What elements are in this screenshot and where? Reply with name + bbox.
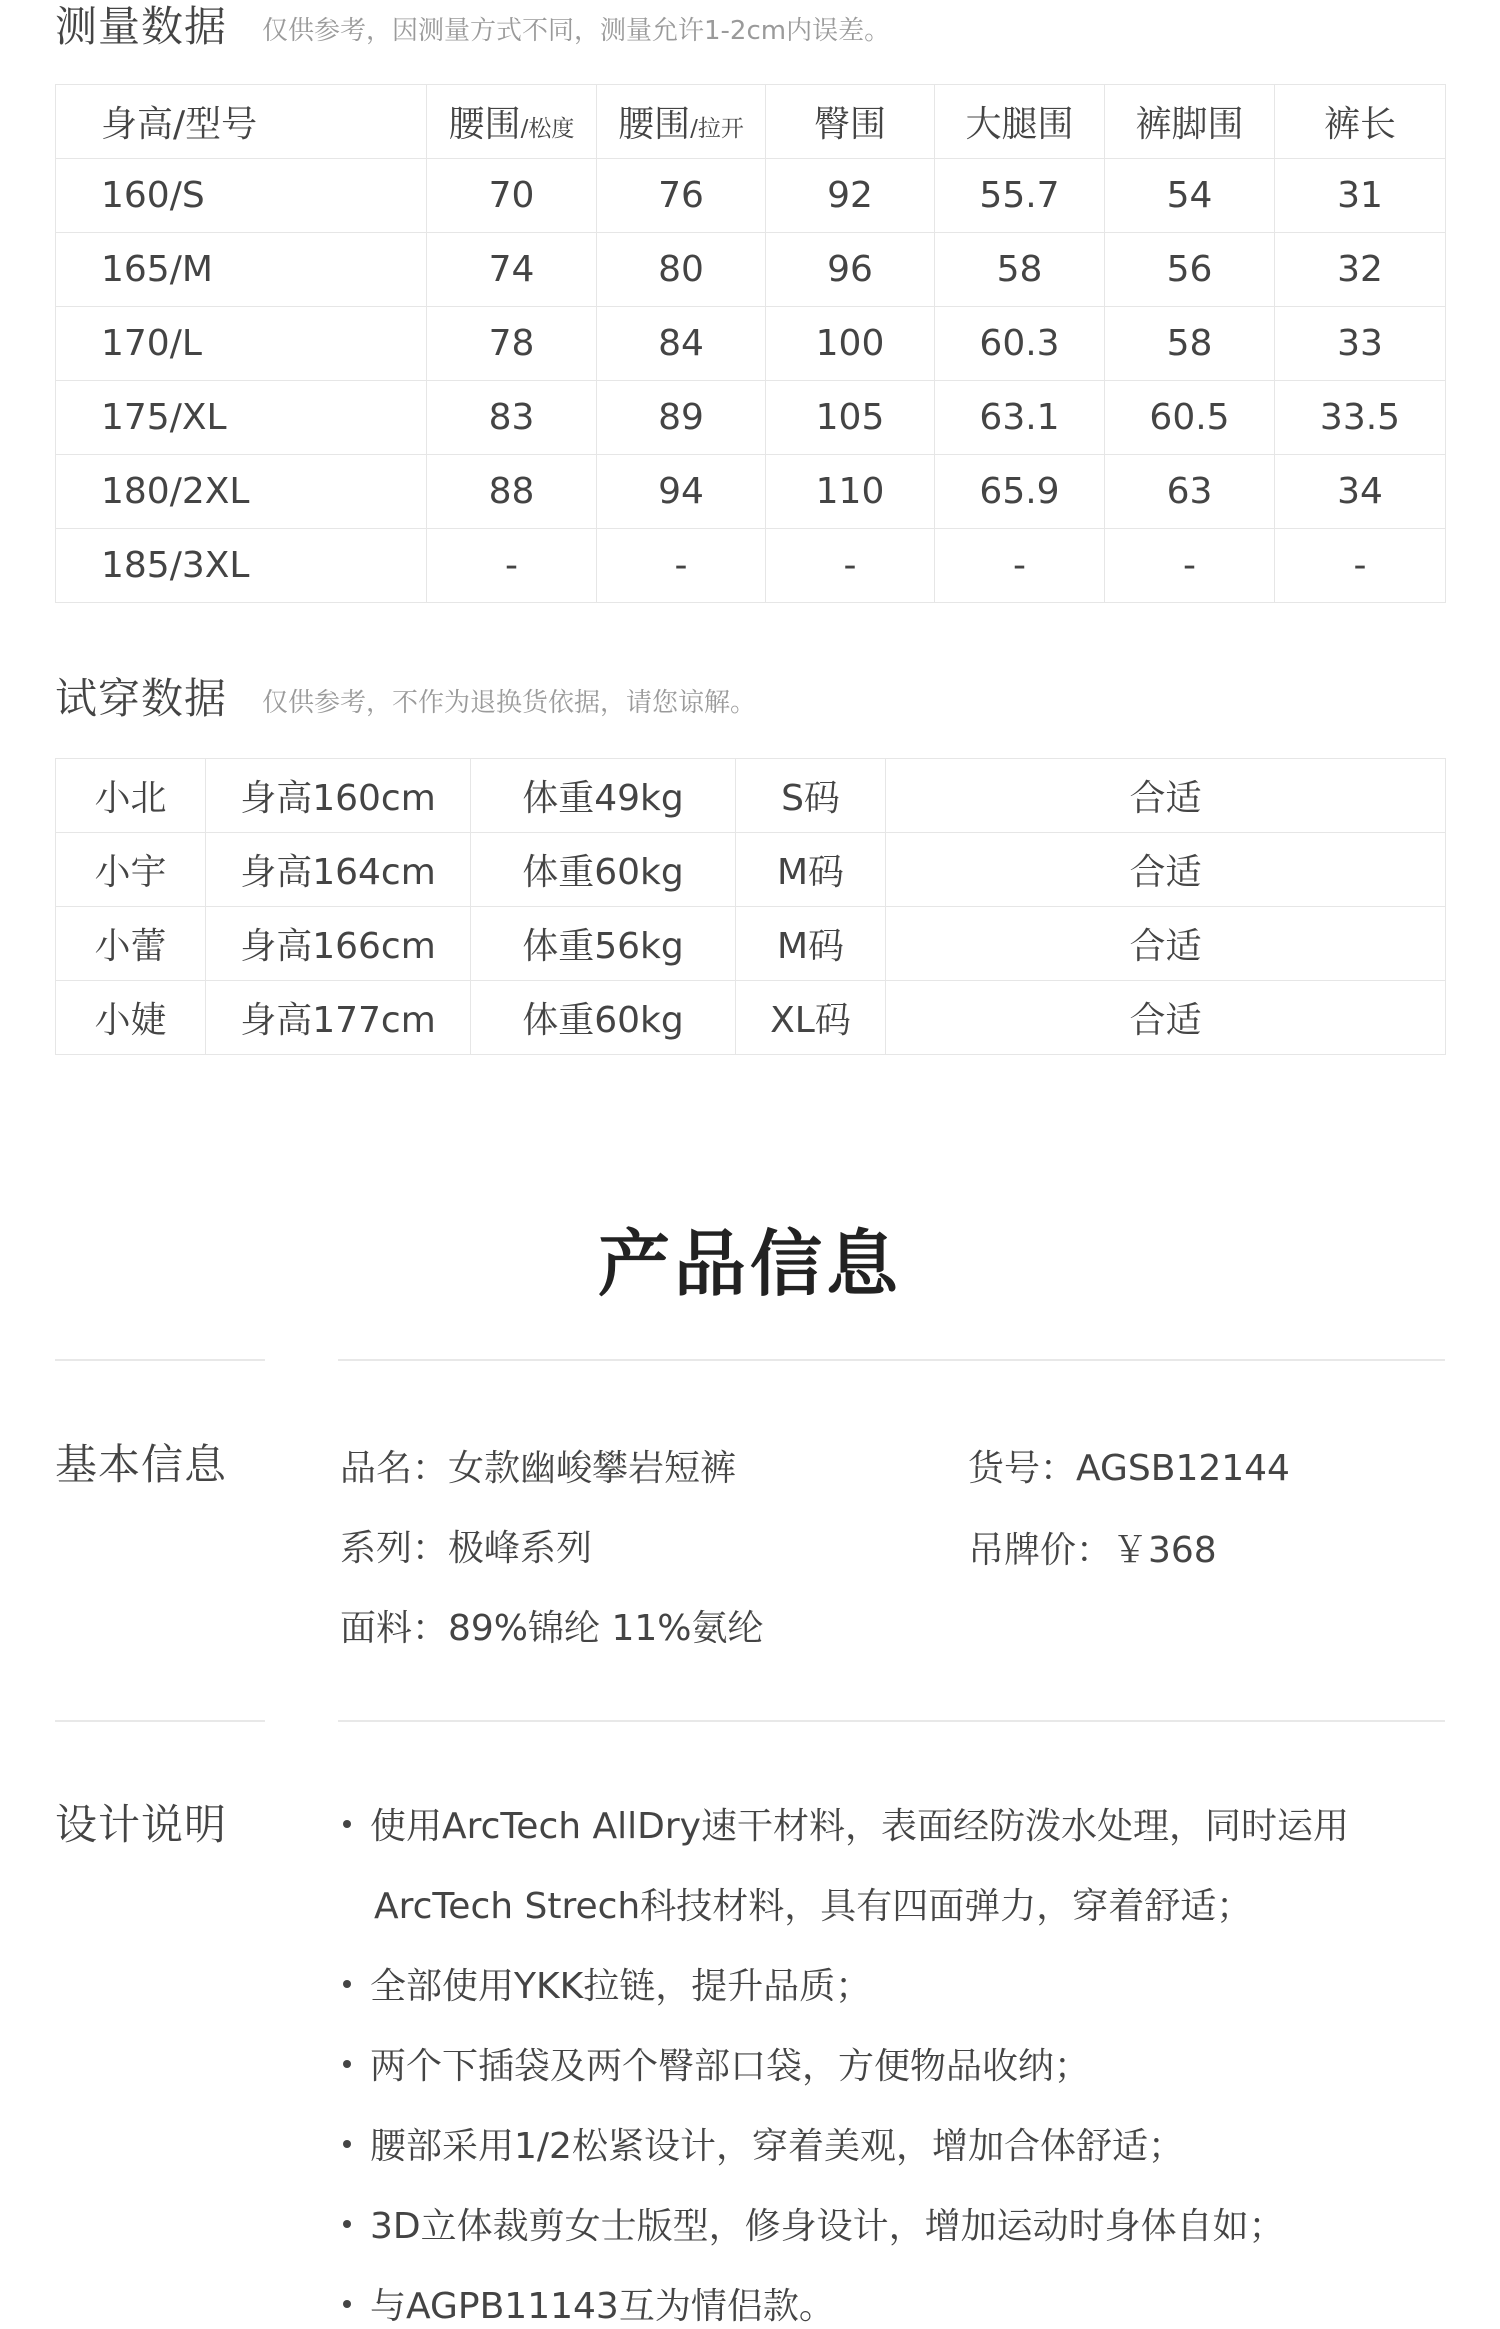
tester-fit: 合适 xyxy=(886,833,1446,907)
bullet-dot xyxy=(343,2140,351,2148)
product-fabric: 面料：89%锦纶 11%氨纶 xyxy=(340,1608,764,1649)
tester-height: 身高164cm xyxy=(206,833,471,907)
tester-weight: 体重60kg xyxy=(471,981,736,1055)
value-cell: 83 xyxy=(427,381,597,455)
value-cell: 105 xyxy=(766,381,935,455)
header-waist-relaxed: 腰围/松度 xyxy=(427,85,597,159)
value-cell: 58 xyxy=(1105,307,1275,381)
design-item: 3D立体裁剪女士版型，修身设计，增加运动时身体自如； xyxy=(370,2206,1285,2247)
value-cell: 34 xyxy=(1275,455,1446,529)
value-cell: - xyxy=(597,529,766,603)
basic-info-label: 基本信息 xyxy=(55,1440,228,1489)
value-cell: - xyxy=(1275,529,1446,603)
value-cell: 92 xyxy=(766,159,935,233)
value-cell: - xyxy=(427,529,597,603)
table-row xyxy=(56,307,1446,381)
value-cell: 63.1 xyxy=(935,381,1105,455)
table-row xyxy=(56,381,1446,455)
measure-title: 测量数据 xyxy=(55,2,228,51)
design-item: 全部使用YKK拉链，提升品质； xyxy=(370,1966,872,2007)
design-item: 两个下插袋及两个臀部口袋，方便物品收纳； xyxy=(370,2046,1091,2087)
trial-table xyxy=(55,758,1446,1055)
trial-title: 试穿数据 xyxy=(55,674,228,723)
value-cell: - xyxy=(1105,529,1275,603)
value-cell: 78 xyxy=(427,307,597,381)
divider xyxy=(338,1720,1445,1722)
tester-size: S码 xyxy=(736,759,886,833)
table-row xyxy=(56,759,1446,833)
bullet-dot xyxy=(343,2060,351,2068)
value-cell: 110 xyxy=(766,455,935,529)
tester-name: 小蕾 xyxy=(56,907,206,981)
value-cell: 60.3 xyxy=(935,307,1105,381)
tester-weight: 体重60kg xyxy=(471,833,736,907)
header-length: 裤长 xyxy=(1275,85,1446,159)
design-item: 腰部采用1/2松紧设计，穿着美观，增加合体舒适； xyxy=(370,2126,1184,2167)
value-cell: 80 xyxy=(597,233,766,307)
size-cell: 185/3XL xyxy=(56,529,427,603)
tester-size: M码 xyxy=(736,833,886,907)
value-cell: 88 xyxy=(427,455,597,529)
size-cell: 165/M xyxy=(56,233,427,307)
value-cell: 70 xyxy=(427,159,597,233)
table-row xyxy=(56,833,1446,907)
product-name: 品名：女款幽峻攀岩短裤 xyxy=(340,1448,737,1489)
table-row xyxy=(56,455,1446,529)
tester-fit: 合适 xyxy=(886,907,1446,981)
value-cell: 84 xyxy=(597,307,766,381)
product-series: 系列：极峰系列 xyxy=(340,1528,593,1569)
design-item-continued: ArcTech Strech科技材料，具有四面弹力，穿着舒适； xyxy=(374,1886,1253,1927)
tester-name: 小北 xyxy=(56,759,206,833)
value-cell: - xyxy=(766,529,935,603)
header-leg-opening: 裤脚围 xyxy=(1105,85,1275,159)
value-cell: 58 xyxy=(935,233,1105,307)
tester-weight: 体重49kg xyxy=(471,759,736,833)
bullet-dot xyxy=(343,2220,351,2228)
divider xyxy=(55,1359,265,1361)
value-cell: 96 xyxy=(766,233,935,307)
table-row xyxy=(56,529,1446,603)
measure-header-row xyxy=(56,85,1446,159)
value-cell: 33.5 xyxy=(1275,381,1446,455)
tester-size: M码 xyxy=(736,907,886,981)
tester-height: 身高160cm xyxy=(206,759,471,833)
measure-table xyxy=(55,84,1446,603)
value-cell: 56 xyxy=(1105,233,1275,307)
size-cell: 170/L xyxy=(56,307,427,381)
tester-name: 小婕 xyxy=(56,981,206,1055)
tester-height: 身高166cm xyxy=(206,907,471,981)
bullet-dot xyxy=(343,1820,351,1828)
size-cell: 160/S xyxy=(56,159,427,233)
tester-fit: 合适 xyxy=(886,759,1446,833)
header-waist-stretched: 腰围/拉开 xyxy=(597,85,766,159)
tester-name: 小宇 xyxy=(56,833,206,907)
product-price: 吊牌价：￥368 xyxy=(968,1530,1217,1571)
measure-note: 仅供参考，因测量方式不同，测量允许1-2cm内误差。 xyxy=(262,16,891,46)
value-cell: 89 xyxy=(597,381,766,455)
product-sku: 货号：AGSB12144 xyxy=(968,1448,1290,1489)
design-item: 使用ArcTech AllDry速干材料，表面经防泼水处理，同时运用 xyxy=(370,1806,1349,1847)
table-row xyxy=(56,907,1446,981)
value-cell: 74 xyxy=(427,233,597,307)
value-cell: 55.7 xyxy=(935,159,1105,233)
trial-note: 仅供参考，不作为退换货依据，请您谅解。 xyxy=(262,688,757,718)
value-cell: 60.5 xyxy=(1105,381,1275,455)
tester-size: XL码 xyxy=(736,981,886,1055)
table-row xyxy=(56,159,1446,233)
value-cell: 65.9 xyxy=(935,455,1105,529)
table-row xyxy=(56,981,1446,1055)
value-cell: 76 xyxy=(597,159,766,233)
value-cell: 33 xyxy=(1275,307,1446,381)
bullet-dot xyxy=(343,2300,351,2308)
value-cell: 94 xyxy=(597,455,766,529)
tester-weight: 体重56kg xyxy=(471,907,736,981)
value-cell: 63 xyxy=(1105,455,1275,529)
header-height-size: 身高/型号 xyxy=(56,85,427,159)
header-thigh: 大腿围 xyxy=(935,85,1105,159)
value-cell: 100 xyxy=(766,307,935,381)
value-cell: 54 xyxy=(1105,159,1275,233)
design-label: 设计说明 xyxy=(55,1800,228,1849)
divider xyxy=(55,1720,265,1722)
bullet-dot xyxy=(343,1980,351,1988)
size-cell: 175/XL xyxy=(56,381,427,455)
value-cell: - xyxy=(935,529,1105,603)
tester-height: 身高177cm xyxy=(206,981,471,1055)
tester-fit: 合适 xyxy=(886,981,1446,1055)
value-cell: 31 xyxy=(1275,159,1446,233)
size-cell: 180/2XL xyxy=(56,455,427,529)
product-info-title: 产品信息 xyxy=(597,1222,902,1306)
table-row xyxy=(56,233,1446,307)
design-item: 与AGPB11143互为情侣款。 xyxy=(370,2286,835,2327)
value-cell: 32 xyxy=(1275,233,1446,307)
divider xyxy=(338,1359,1445,1361)
header-hip: 臀围 xyxy=(766,85,935,159)
